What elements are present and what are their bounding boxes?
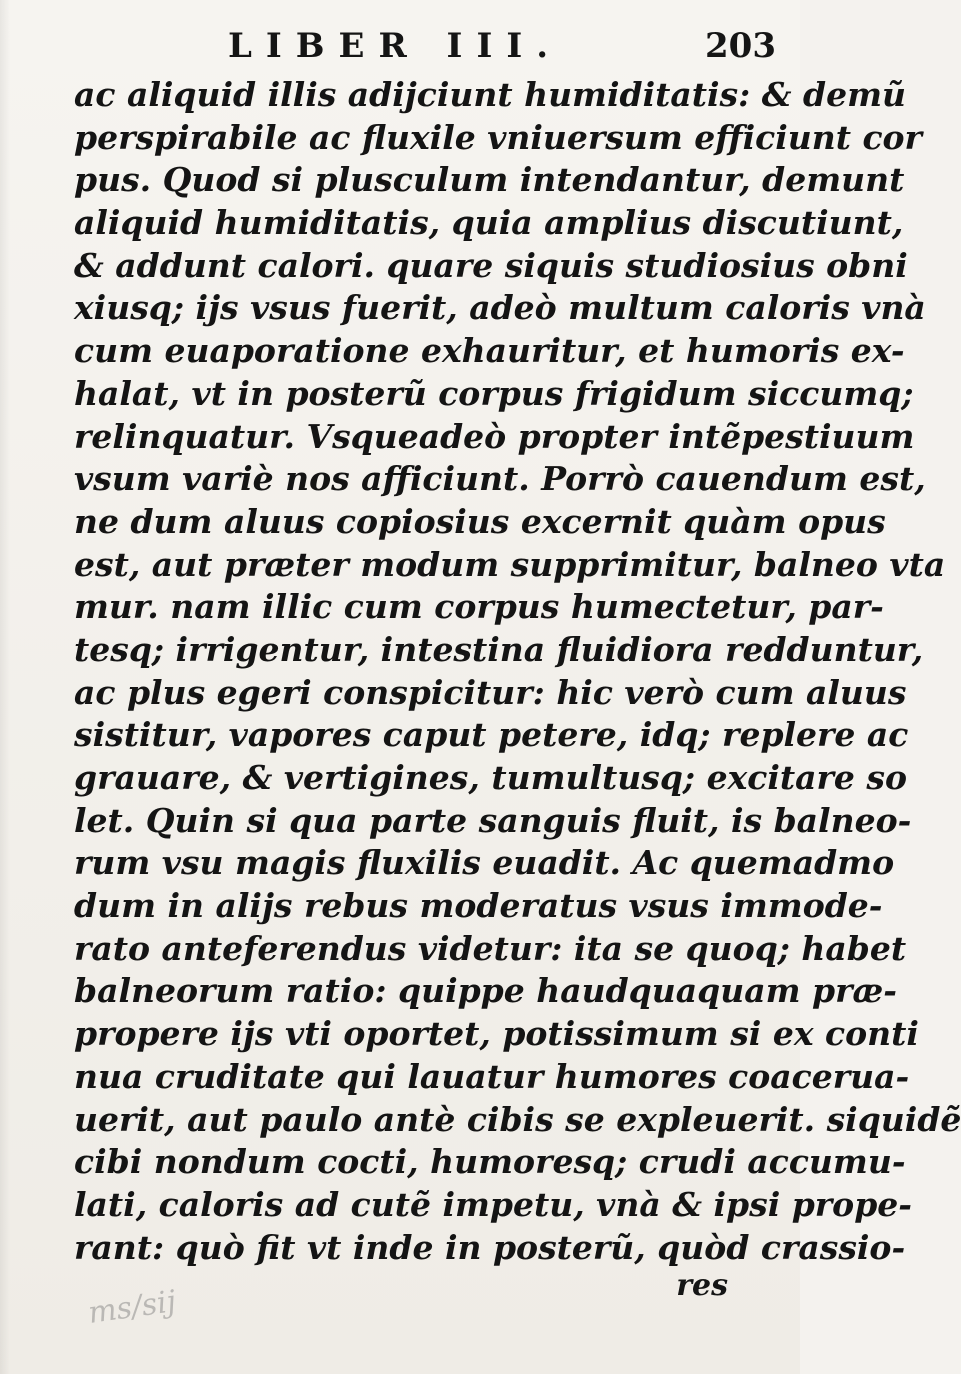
text-line: ne dum aluus copiosius excernit quàm opus [74,501,886,541]
catchword: res [676,1268,728,1303]
text-line: tesq; irrigentur, intestina fluidiora redduntur, [74,629,924,669]
text-line: aliquid humiditatis, quia amplius discutiunt, [74,203,904,243]
text-line: est, aut præter modum supprimitur, balneo vta [74,544,946,584]
text-line: pus. Quod si plusculum intendantur, demunt [74,160,905,200]
text-line: propere ijs vti oportet, potissimum si ex conti [74,1014,919,1054]
text-line: uerit, aut paulo antè cibis se expleuerit. siquidẽ [74,1099,961,1139]
text-line: balneorum ratio: quippe haudquaquam præ- [74,971,897,1011]
text-line: rum vsu magis fluxilis euadit. Ac quemadmo [74,843,895,883]
text-line: & addunt calori. quare siquis studiosius obni [74,245,908,285]
body-text [74,74,961,1269]
text-line: grauare, & vertigines, tumultusq; excitare so [74,758,907,797]
text-line: mur. nam illic cum corpus humectetur, par- [74,587,884,627]
page-header [0,26,800,70]
text-line: nua cruditate qui lauatur humores coaceruа- [74,1056,910,1096]
text-line: halat, vt in posterũ corpus frigidum siccumq; [74,373,914,413]
running-head: LIBER III. [228,26,563,66]
text-line: cum euaporatione exhauritur, et humoris ex- [74,331,905,371]
text-line: perspirabile ac fluxile vniuersum efficiunt cor [74,117,922,157]
text-line: let. Quin si qua parte sanguis fluit, is balneo- [74,800,912,840]
text-line: ac aliquid illis adijciunt humiditatis: & demũ [74,75,907,114]
text-line: cibi nondum cocti, humoresq; crudi accumu- [74,1142,906,1182]
faded-stamp: ms/sij [85,1284,179,1331]
text-line: ac plus egeri conspicitur: hic verò cum aluus [74,672,907,712]
text-line: dum in alijs rebus moderatus vsus immode- [74,886,883,926]
text-line: rant: quò fit vt inde in posterũ, quòd crassio- [74,1227,906,1267]
text-line: lati, caloris ad cutẽ impetu, vnà & ipsi prope- [74,1184,912,1224]
text-line: xiusq; ijs vsus fuerit, adeò multum caloris vnà [74,288,926,328]
text-line: relinquatur. Vsqueadeò propter intẽpestiuum [74,416,915,456]
text-line: rato anteferendus videtur: ita se quoq; habet [74,928,907,968]
text-line: sistitur, vapores caput petere, idq; replere ac [74,715,909,755]
page-number: 203 [705,26,776,66]
text-line: vsum variè nos afficiunt. Porrò cauendum est, [74,459,926,499]
